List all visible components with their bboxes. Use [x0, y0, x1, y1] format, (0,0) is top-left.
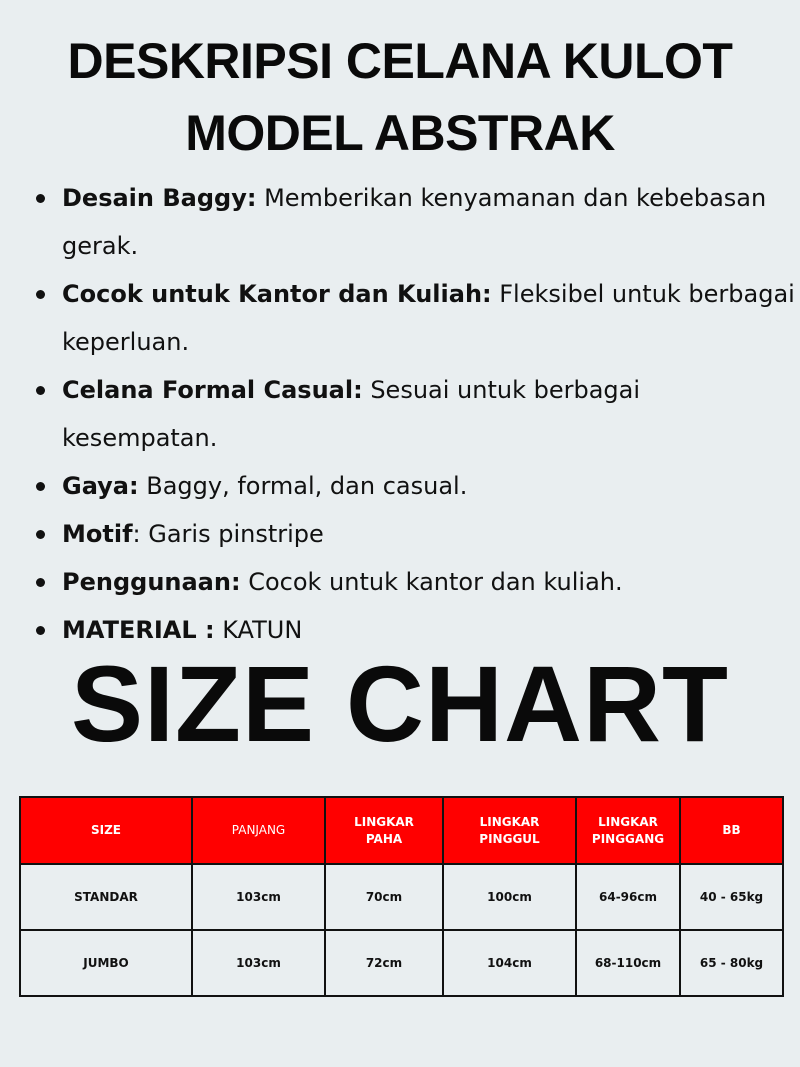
bullet-icon: [36, 194, 45, 203]
table-cell: STANDAR: [20, 864, 192, 930]
table-cell: 72cm: [325, 930, 443, 996]
feature-item-cocok: [36, 270, 796, 366]
feature-text: Baggy, formal, dan casual.: [138, 472, 468, 500]
feature-label: Penggunaan:: [62, 568, 241, 596]
feature-label: Motif: [62, 520, 133, 548]
page-title-line-2: MODEL ABSTRAK: [185, 105, 615, 161]
feature-text: Cocok untuk kantor dan kuliah.: [240, 568, 623, 596]
size-chart-table: [19, 796, 784, 997]
feature-label: MATERIAL :: [62, 616, 215, 644]
table-cell: 103cm: [192, 930, 325, 996]
bullet-icon: [36, 530, 45, 539]
page-title-line-1: DESKRIPSI CELANA KULOT: [67, 33, 733, 89]
table-cell: 40 - 65kg: [680, 864, 783, 930]
size-chart-title: SIZE CHART: [71, 643, 729, 764]
column-header-lingkar-pinggul: LINGKAR PINGGUL: [443, 797, 576, 864]
feature-label: Cocok untuk Kantor dan Kuliah:: [62, 280, 492, 308]
table-cell: 65 - 80kg: [680, 930, 783, 996]
feature-text: Sesuai untuk berbagai kesempatan.: [62, 376, 641, 452]
bullet-icon: [36, 386, 45, 395]
feature-text: Memberikan kenyamanan dan kebebasan gerak.: [62, 184, 767, 260]
table-header-row: [20, 797, 783, 864]
table-cell: 103cm: [192, 864, 325, 930]
bullet-icon: [36, 482, 45, 491]
feature-item-celana: [36, 366, 796, 462]
bullet-icon: [36, 578, 45, 587]
feature-list: [36, 174, 796, 654]
table-cell: JUMBO: [20, 930, 192, 996]
table-cell: 104cm: [443, 930, 576, 996]
column-header-lingkar-paha: LINGKAR PAHA: [325, 797, 443, 864]
feature-label: Gaya:: [62, 472, 139, 500]
feature-text: Fleksibel untuk berbagai keperluan.: [62, 280, 795, 356]
feature-label: Desain Baggy:: [62, 184, 257, 212]
table-cell: 64-96cm: [576, 864, 680, 930]
column-header-lingkar-pinggang: LINGKAR PINGGANG: [576, 797, 680, 864]
feature-text: KATUN: [214, 616, 303, 644]
column-header-size: SIZE: [20, 797, 192, 864]
feature-text: : Garis pinstripe: [132, 520, 324, 548]
feature-item-motif: [36, 510, 796, 558]
bullet-icon: [36, 290, 45, 299]
table-cell: 68-110cm: [576, 930, 680, 996]
feature-item-gaya: [36, 462, 796, 510]
bullet-icon: [36, 626, 45, 635]
table-row: [20, 864, 783, 930]
column-header-panjang: PANJANG: [192, 797, 325, 864]
feature-item-penggunaan: [36, 558, 796, 606]
table-row: [20, 930, 783, 996]
feature-item-desain: [36, 174, 796, 270]
table-cell: 100cm: [443, 864, 576, 930]
table-cell: 70cm: [325, 864, 443, 930]
column-header-bb: BB: [680, 797, 783, 864]
feature-label: Celana Formal Casual:: [62, 376, 363, 404]
